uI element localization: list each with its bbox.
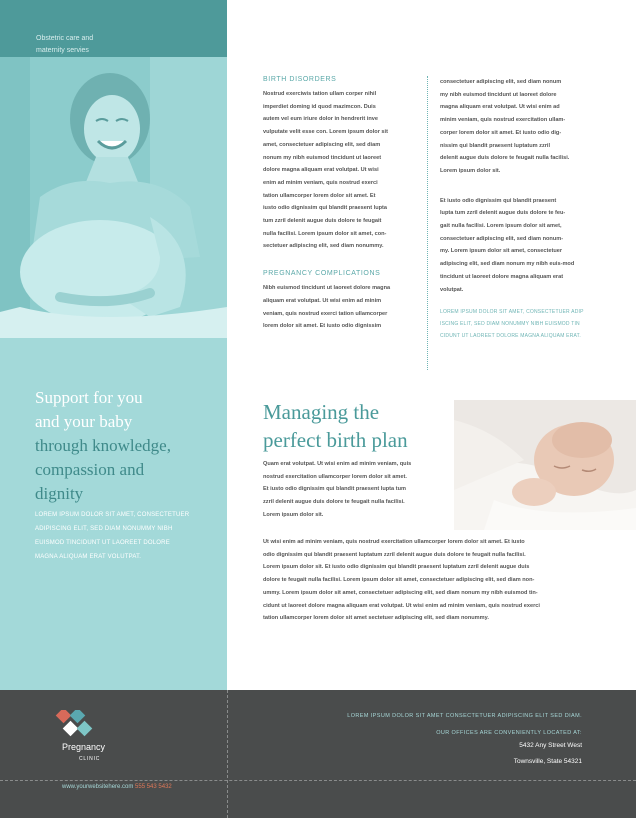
body-line: minim veniam, quis nostrud exercitation ullam-	[440, 117, 566, 124]
footer-address	[382, 738, 582, 770]
body-line: magna aliquam erat volutpat. Ut wisi enim ad	[440, 104, 560, 111]
feature-title	[263, 398, 463, 454]
body-line: iusto odio dignissim qui blandit praesent lupta	[263, 205, 387, 212]
body-line: Lorem ipsum dolor sit.	[263, 511, 324, 518]
body-line: tation ullamcorper lorem dolor sit amet. Et	[263, 192, 376, 199]
header-band	[0, 0, 227, 57]
body-line: tum zzril delenit augue duis dolore te feugait	[263, 218, 382, 225]
feature-intro	[263, 458, 443, 522]
body-line: lupta tum zzril delenit augue duis dolore te feu-	[440, 210, 566, 217]
body-line: Lorem ipsum dolor sit. Et iusto odio dignissim qui blandit praesent luptatum zzril delenit augue duis	[263, 564, 530, 571]
body-line: dolore magna aliquam erat volutpat. Ut wisi	[263, 167, 379, 174]
pregnant-woman-illustration	[0, 57, 227, 338]
tagline-line: compassion and	[35, 460, 145, 479]
address-line: 5432 Any Street West	[519, 742, 582, 749]
body-line: veniam, quis nostrud exerci tation ullamcorper	[263, 310, 388, 317]
brand-tagline-line: Obstetric care and	[36, 35, 94, 42]
body-line: my. Lorem ipsum dolor sit amet, consectetuer	[440, 248, 563, 255]
birth-disorders-body	[263, 88, 413, 253]
website-link[interactable]: www.yourwebsitehere.com	[62, 784, 134, 790]
left-lorem-line: LOREM IPSUM DOLOR SIT AMET, CONSECTETUER	[35, 512, 190, 518]
body-line: nissim qui blandit praesent luptatum zzril	[440, 142, 551, 149]
pregnant-woman-photo	[0, 57, 227, 338]
footer-divider-horizontal	[0, 780, 636, 781]
column-b-body-1	[440, 76, 595, 178]
body-line: zzril delenit augue duis dolore te feugait nulla facilisi.	[263, 499, 405, 506]
body-line: imperdiet doming id quod mazimcon. Duis	[263, 103, 376, 110]
body-line: cidunt ut laoreet dolore magna aliquam erat volutpat. Ut wisi enim ad minim veniam, quis nostrud exerci	[263, 602, 540, 609]
body-line: Ut wisi enim ad minim veniam, quis nostrud exercitation ullamcorper lorem dolor sit amet. Et iusto	[263, 539, 525, 545]
body-line: Nibh euismod tincidunt ut laoreet dolore magna	[263, 285, 391, 292]
body-line: nulla facilisi. Lorem ipsum dolor sit amet, con-	[263, 230, 387, 237]
left-panel	[0, 338, 227, 690]
brand-tagline-line: maternity servies	[36, 47, 89, 54]
body-line: amet, consectetuer adipiscing elit, sed diam	[263, 141, 381, 148]
support-tagline	[35, 386, 220, 506]
body-line: aliquam erat volutpat. Ut wisi enim ad minim	[263, 297, 382, 304]
caption-line: LOREM IPSUM DOLOR SIT AMET, CONSECTETUER ADIP	[440, 309, 584, 316]
body-line: vulputate velit esse con. Lorem ipsum dolor sit	[263, 129, 388, 136]
caption-line: ISCING ELIT, SED DIAM NONUMMY NIBH EUISMOD TIN	[440, 321, 580, 328]
left-lorem-line: MAGNA ALIQUAM ERAT VOLUTPAT.	[35, 554, 142, 560]
birth-disorders-heading: BIRTH DISORDERS	[263, 76, 337, 83]
body-line: corper lorem dolor sit amet. Et iusto odio dig-	[440, 129, 562, 136]
tagline-line: through knowledge,	[35, 436, 171, 455]
tagline-line: and your baby	[35, 412, 133, 431]
body-line: volutpat.	[440, 286, 464, 293]
left-lorem-line: EUISMOD TINCIDUNT UT LAOREET DOLORE	[35, 540, 170, 546]
footer-lorem-line: OUR OFFICES ARE CONVENIENTLY LOCATED AT:	[436, 730, 582, 736]
body-line: delenit augue duis dolore te feugait nulla facilisi.	[440, 155, 570, 162]
column-divider	[427, 76, 428, 370]
pregnancy-complications-heading: PREGNANCY COMPLICATIONS	[263, 270, 381, 278]
body-line: Et iusto odio dignissim qui blandit praesent	[440, 197, 557, 204]
body-line: dolore te feugait nulla facilisi. Lorem ipsum dolor sit amet, consectetuer adipiscing elit, sed diam non-	[263, 577, 535, 584]
clinic-name: Pregnancy	[62, 742, 106, 752]
caption-line: CIDUNT UT LAOREET DOLORE MAGNA ALIQUAM ERAT.	[440, 333, 581, 340]
footer-divider-vertical	[227, 690, 228, 818]
column-b-caption	[440, 306, 595, 342]
footer-lorem-line: LOREM IPSUM DOLOR SIT AMET CONSECTETUER ADIPISCING ELIT SED DIAM.	[347, 713, 582, 719]
feature-paragraph	[263, 536, 593, 625]
column-b-body-2	[440, 195, 595, 297]
pregnancy-complications-body	[263, 282, 413, 333]
body-line: autem vel eum iriure dolor in hendrerit inve	[263, 116, 379, 123]
address-line: Townsville, State 54321	[513, 758, 582, 765]
body-line: consectetuer adipiscing elit, sed diam nonum-	[440, 235, 564, 242]
tagline-line: dignity	[35, 484, 84, 503]
body-line: Lorem ipsum dolor sit.	[440, 167, 501, 174]
body-line: enim ad minim veniam, quis nostrud exerci	[263, 179, 378, 186]
feature-title-line: perfect birth plan	[263, 428, 408, 452]
clinic-sub: CLINIC	[79, 756, 101, 762]
body-line: sectetuer adipiscing elit, sed diam nonummy.	[263, 243, 384, 250]
body-line: tincidunt ut laoreet dolore magna aliquam erat	[440, 273, 564, 280]
left-panel-lorem	[35, 508, 215, 564]
body-line: odio dignissim qui blandit praesent luptatum zzril delenit augue duis dolore te feugait nulla facilisi.	[263, 551, 526, 558]
column-a	[263, 76, 413, 333]
body-line: nonum my nibh euismod tincidunt ut laoreet	[263, 154, 382, 161]
body-line: lorem dolor sit amet. Et iusto odio dignissim	[263, 323, 382, 330]
body-line: consectetuer adipiscing elit, sed diam nonum	[440, 79, 562, 85]
body-line: nostrud exercitation ullamcorper lorem dolor sit amet.	[263, 473, 407, 480]
body-line: Quam erat volutpat. Ut wisi enim ad minim veniam, quis	[263, 461, 412, 467]
phone-number: 555 543 5432	[135, 784, 172, 790]
body-line: ummy. Lorem ipsum dolor sit amet, consectetuer adipiscing elit, sed diam nonum my nibh euismod tin-	[263, 589, 538, 596]
column-b	[440, 76, 595, 342]
tagline-line: Support for you	[35, 388, 143, 407]
body-line: Et iusto odio dignissim qui blandit praesent lupta tum	[263, 486, 406, 493]
brand-tagline	[36, 33, 186, 57]
body-line: adipiscing elit, sed diam nonum my nibh euis-mod	[440, 261, 575, 268]
footer-contact	[62, 784, 172, 790]
sleeping-baby-illustration	[454, 400, 636, 530]
body-line: Nostrud exerciwis tation ullam corper nihil	[263, 91, 377, 97]
feature-title-line: Managing the	[263, 400, 380, 424]
left-lorem-line: ADIPISCING ELIT, SED DIAM NONUMMY NIBH	[35, 526, 173, 532]
footer	[0, 690, 636, 818]
sleeping-baby-photo	[454, 400, 636, 530]
body-line: tation ullamcorper lorem dolor sit amet sectetuer adipiscing elit, sed diam nonummy.	[263, 615, 489, 622]
footer-lorem	[282, 708, 582, 742]
body-line: my nibh euismod tincidunt ut laoreet dolore	[440, 91, 557, 98]
body-line: gait nulla facilisi. Lorem ipsum dolor sit amet,	[440, 223, 562, 230]
